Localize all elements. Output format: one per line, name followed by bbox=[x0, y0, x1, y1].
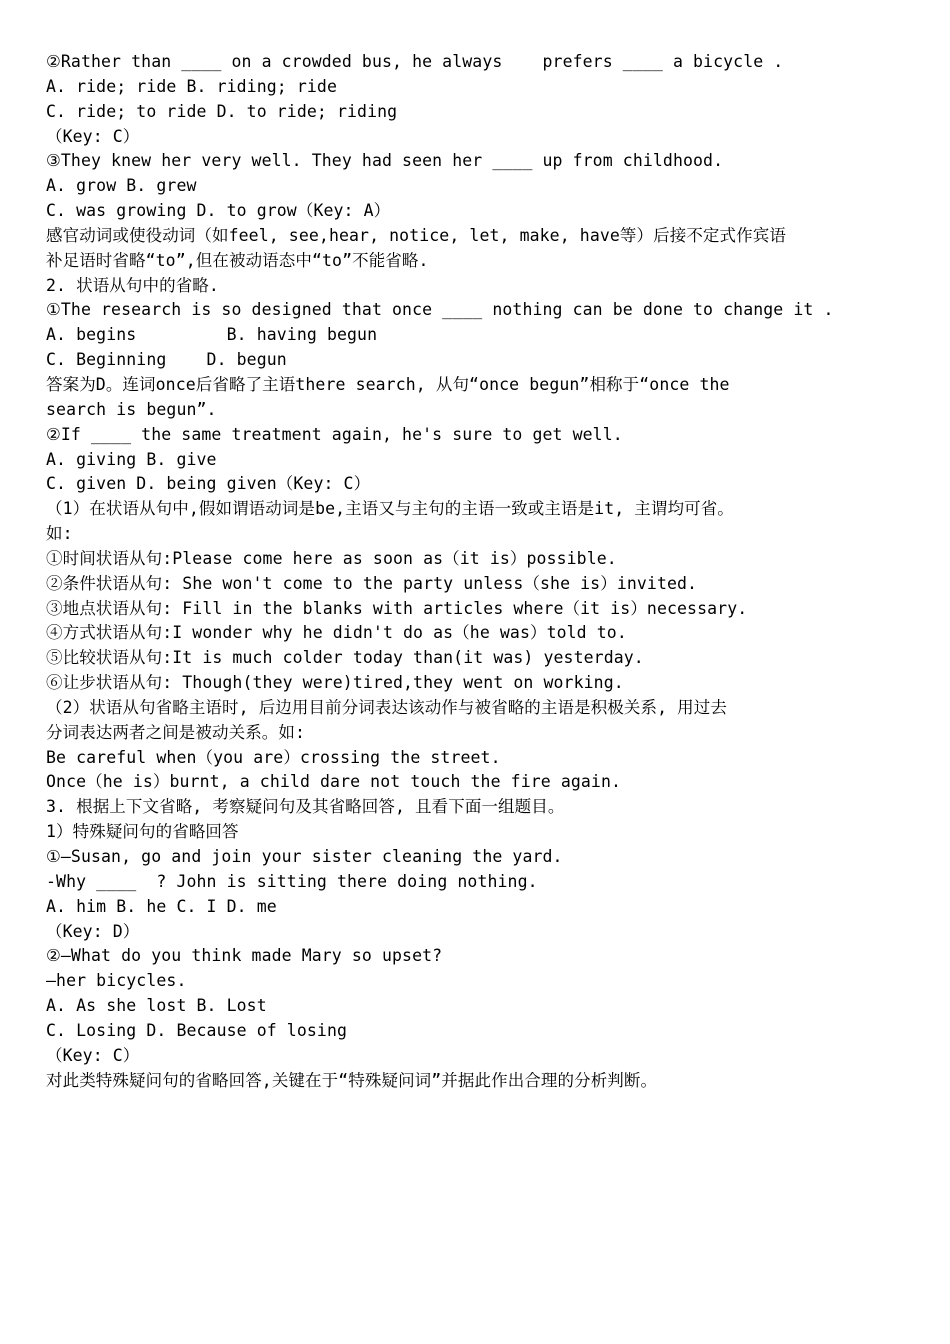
section-heading: 2. 状语从句中的省略. bbox=[46, 275, 219, 295]
question-susan-reply: -Why ____ ? John is sitting there doing nothing. bbox=[46, 871, 538, 891]
question-knew-her: ③They knew her very well. They had seen her ____ up from childhood. bbox=[46, 151, 724, 171]
options-line: C. Losing D. Because of losing bbox=[46, 1020, 348, 1040]
explanation-text: 答案为D。连词once后省略了主语there search, 从句“once begun”相称于“once the bbox=[46, 374, 730, 394]
document-page bbox=[46, 50, 906, 1093]
explanation-text: （1）在状语从句中,假如谓语动词是be,主语又与主句的主语一致或主语是it, 主谓均可省。 bbox=[46, 499, 734, 519]
subsection-heading: 1）特殊疑问句的省略回答 bbox=[46, 822, 239, 842]
example-line: ②条件状语从句: She won't come to the party unless（she is）invited. bbox=[46, 573, 698, 593]
explanation-text: search is begun”. bbox=[46, 399, 217, 419]
question-mary-reply: —her bicycles. bbox=[46, 971, 187, 991]
question-treatment: ②If ____ the same treatment again, he's sure to get well. bbox=[46, 424, 623, 444]
explanation-text: 补足语时省略“to”,但在被动语态中“to”不能省略. bbox=[46, 250, 429, 270]
example-line: ③地点状语从句: Fill in the blanks with articles where（it is）necessary. bbox=[46, 598, 748, 618]
example-line: ①时间状语从句:Please come here as soon as（it is）possible. bbox=[46, 548, 617, 568]
options-line: A. giving B. give bbox=[46, 449, 217, 469]
section-heading: 3. 根据上下文省略, 考察疑问句及其省略回答, 且看下面一组题目。 bbox=[46, 797, 565, 817]
options-line: C. given D. being given（Key: C） bbox=[46, 474, 371, 494]
explanation-text: 如: bbox=[46, 524, 73, 544]
example-line: ④方式状语从句:I wonder why he didn't do as（he was）told to. bbox=[46, 623, 627, 643]
example-line: ⑥让步状语从句: Though(they were)tired,they went on working. bbox=[46, 673, 624, 693]
options-line: A. ride; ride B. riding; ride bbox=[46, 76, 337, 96]
explanation-text: 感官动词或使役动词（如feel, see,hear, notice, let, make, have等）后接不定式作宾语 bbox=[46, 225, 786, 245]
options-line: C. was growing D. to grow（Key: A） bbox=[46, 201, 391, 221]
options-line: A. begins B. having begun bbox=[46, 325, 378, 345]
answer-key: （Key: C） bbox=[46, 1045, 140, 1065]
example-line: Once（he is）burnt, a child dare not touch the fire again. bbox=[46, 772, 622, 792]
options-line: A. him B. he C. I D. me bbox=[46, 896, 277, 916]
explanation-text: 对此类特殊疑问句的省略回答,关键在于“特殊疑问词”并据此作出合理的分析判断。 bbox=[46, 1070, 658, 1090]
question-susan: ①—Susan, go and join your sister cleaning the yard. bbox=[46, 847, 563, 866]
options-line: C. Beginning D. begun bbox=[46, 350, 287, 370]
question-mary: ②—What do you think made Mary so upset? bbox=[46, 946, 443, 966]
options-line: A. grow B. grew bbox=[46, 176, 197, 196]
question-rather-than: ②Rather than ____ on a crowded bus, he always prefers ____ a bicycle . bbox=[46, 52, 784, 71]
explanation-text: 分词表达两者之间是被动关系。如: bbox=[46, 722, 306, 742]
answer-key: （Key: D） bbox=[46, 921, 140, 941]
options-line: A. As she lost B. Lost bbox=[46, 996, 267, 1016]
question-research: ①The research is so designed that once ____ nothing can be done to change it . bbox=[46, 300, 834, 320]
explanation-text: （2）状语从句省略主语时, 后边用目前分词表达该动作与被省略的主语是积极关系, 用过去 bbox=[46, 697, 727, 717]
example-line: ⑤比较状语从句:It is much colder today than(it was) yesterday. bbox=[46, 648, 644, 668]
answer-key: （Key: C） bbox=[46, 126, 140, 146]
example-line: Be careful when（you are）crossing the street. bbox=[46, 747, 501, 767]
options-line: C. ride; to ride D. to ride; riding bbox=[46, 101, 398, 121]
